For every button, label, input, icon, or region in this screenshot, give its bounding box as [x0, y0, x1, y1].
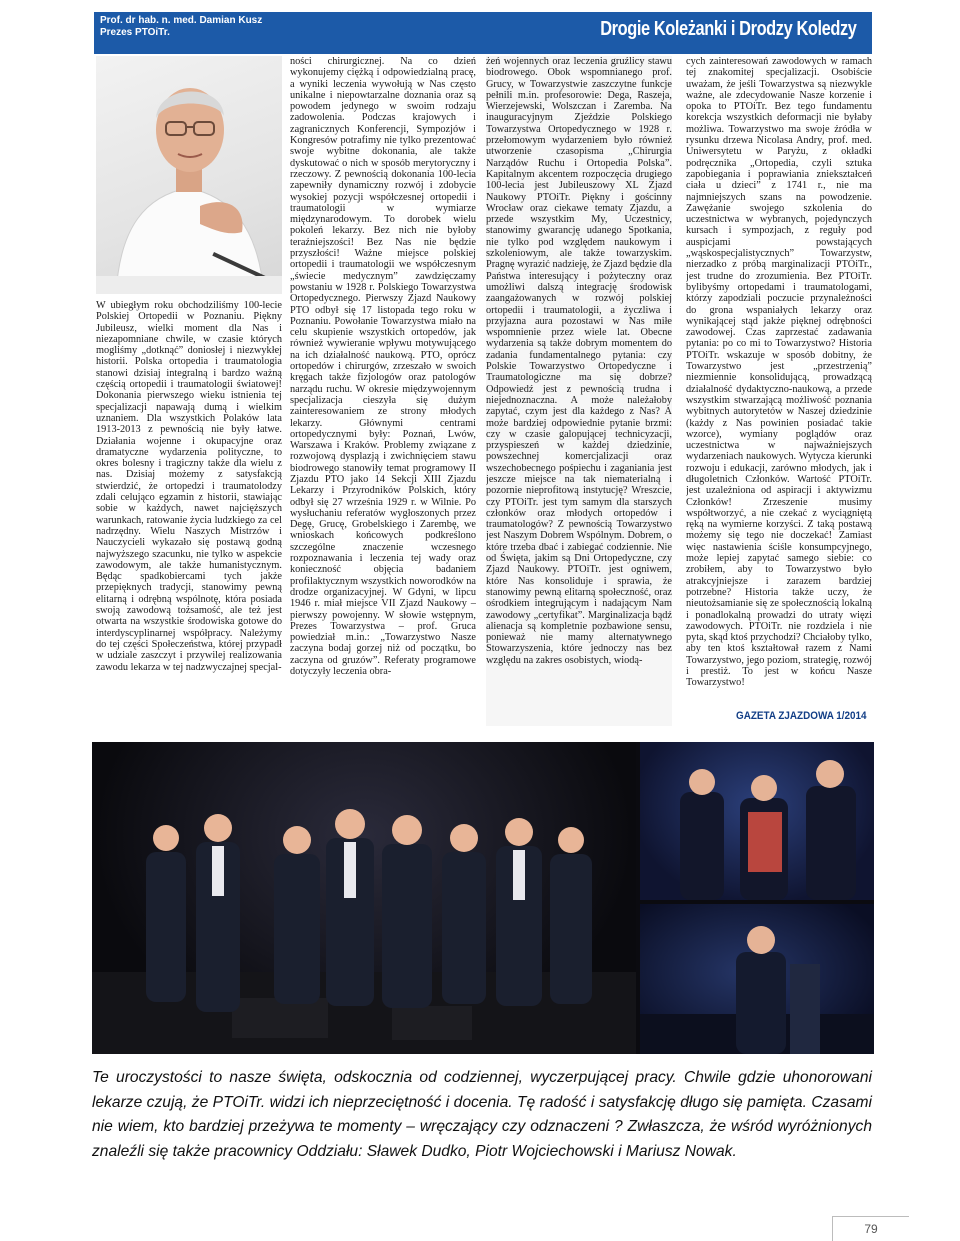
article-column-3: żeń wojennych oraz leczenia gruźlicy stawu biodrowego. Obok wspomnianego prof. Grucy, w Towarzystwie zaszczytne funkcje pełnili m.in. profesorowie: Dega, Raszeja, Wierzejewski, Wolszczan i Zaremba. Na inauguracyjnym Zjeździe Polskiego Towarzystwa Ortopedycznego w 1928 r. przełomowym wydarzeniem było również utworzenie czasopisma „Chirurgia Narządów Ruchu i Ortopedia Polska”. Kapitalnym akcentem rozpoczęcia drugiego 100-lecia jest Jubileuszowy XL Zjazd Naukowy PTOiTr. Piękny i gościnny Wrocław oraz ciekawe tematy Zjazdu, a przede wszystkim My, Uczestnicy, stanowimy gwarancję udanego Spotkania, nie tylko pod względem naukowym i szkoleniowym, ale także towarzyskim. Pragnę wyrazić nadzieję, że Zjazd będzie dla Państwa interesujący i pożyteczny oraz umożliwi dalszą integrację środowisk zaangażowanych w rozwój polskiej ortopedii i traumatologii, a życzliwa i przyjazna aura pozostawi w Nas miłe wspomnienie przez wiele lat. Obecne wydarzenia są także dobrym momentem do zadania fundamentalnego pytania: czy Polskie Towarzystwo Ortopedyczne i Traumatologiczne ma się dobrze? Odpowiedź jest z pewnością trudna i niejednoznaczna. A może należałoby zapytać, czym jest dla każdego z Nas? A może bardziej odpowiednie pytanie brzmi: czy w czasie galopującej technicyzacji, przyspieszeń w każdej dziedzinie, powszechnej komercjalizacji oraz wszechobecnego pośpiechu i zaganiania jest jeszcze miejsce na tak niematerialną i pozornie nieprofitową instytucję? Wreszcie, czy PTOiTr. jest tym samym dla starszych członków oraz młodych ortopedów i traumatologów? Z pewnością Towarzystwo jest Naszym Dobrem Wspólnym. Dobrem, o które trzeba dbać i zabiegać codziennie. Nie od Święta, jakim są Dni Ortopedyczne, czy Zjazd Naukowy. PTOiTr. jest ogniwem, które Nas konsoliduje i sprawia, że stanowimy pewną elitarną społeczność, oraz ośrodkiem integrującym i nadającym Nam zawodowy „certyfikat”. Marginalizacja bądź alienacja są kompletnie pozbawione sensu, ponieważ nie mamy alternatywnego Stowarzyszenia, które jednoczy nas bez względu na zakres osobistych, wiodą-	[486, 56, 672, 726]
award-handover-photo	[640, 742, 874, 900]
header-banner	[94, 12, 872, 54]
stage-award-photo	[92, 742, 636, 1054]
ceremony-photo-collage	[92, 742, 874, 1054]
author-name: Prof. dr hab. n. med. Damian Kusz	[100, 15, 263, 26]
article-column-1: W ubiegłym roku obchodziliśmy 100-lecie Polskiej Ortopedii w Poznaniu. Piękny Jubileusz, wielki moment dla Nas i niezapomniane chwile, w czasie których mogliśmy „dotknąć” doniosłej i niezwykłej historii. Polska ortopedia i traumatologia stanowi dzisiaj integralną i bardzo ważną częścią ortopedii i traumatologii światowej! Dokonania pierwszego wieku istnienia tej specjalizacji napawają dumą i wielkim uznaniem. Dla wszystkich Polaków lata 1913-2013 z pewnością nie były łatwe. Działania wojenne i okupacyjne oraz dramatyczne wydarzenia polityczne, to okres bolesny i tragiczny także dla wielu z nas. Dzisiaj możemy z satysfakcją stwierdzić, że ortopedzi i traumatolodzy zdali celująco egzamin z historii, stawiając sobie w każdych, nawet najcięższych warunkach, ratowanie życia ludzkiego za cel nadrzędny. Wielu Naszych Mistrzów i Nauczycieli wykazało się postawą godną najwyższego szacunku, nie tylko w aspekcie zawodowym, ale także humanistycznym. Będąc spadkobiercami tych jakże przepięknych tradycji, stanowimy pewną elitarną i odrębną wspólnotę, która posiada swoją zawodową tożsamość, ale też jest otwarta na wszystkie środowiska gotowe do interdyscyplinarnej współpracy. Należymy do tej części Społeczeństwa, której przypadł w udziale zaszczyt i przywilej realizowania zawodu lekarza w tej nadzwyczajnej specjal-	[96, 300, 282, 673]
page-number: 79	[832, 1216, 909, 1241]
author-portrait	[96, 56, 282, 294]
speaker-photo	[640, 904, 874, 1054]
page-title: Drogie Koleżanki i Drodzy Koledzy	[599, 18, 856, 40]
author-block	[100, 15, 262, 39]
author-role: Prezes PTOiTr.	[100, 27, 170, 38]
photo-caption: Te uroczystości to nasze święta, odskocznia od codziennej, wyczerpującej pracy. Chwile gdzie uhonorowani lekarze czują, że PTOiTr. widzi ich nieprzeciętność i docenia. Tę radość i satysfakcję długo się pamięta. Czasami nie wiem, kto bardziej przeżywa te momenty – wręczający czy odznaczeni ? Zwłaszcza, że wśród wyróżnionych znaleźli się także pracownicy Oddziału: Sławek Dudko, Piotr Wojciechowski i Mariusz Nowak.	[92, 1069, 872, 1160]
article-column-2: ności chirurgicznej. Na co dzień wykonujemy ciężką i odpowiedzialną pracę, a wyniki leczenia wywołują w Nas często unikalne i niepowtarzalne doznania oraz są powodem jedynego w swoim rodzaju zadowolenia. Podczas krajowych i zagranicznych Konferencji, Sympozjów i Kongresów potrafimy nie tylko prezentować swoje wybitne dokonania, ale także dyskutować o nich w sposób merytoryczny i rzeczowy. Z pewnością dokonania 100-lecia zapewniły dynamiczny rozwój i zdobycie wysokiej pozycji współczesnej ortopedii i traumatologii w wymiarze międzynarodowym. To dorobek wielu pokoleń lekarzy. Bez nich nie byłoby teraźniejszości! Bez Nas nie będzie przyszłości! Ważne miejsce polskiej ortopedii i traumatologii we współczesnym „świecie medycznym” zawdzięczamy powstaniu w 1928 r. Polskiego Towarzystwa Ortopedycznego. Pierwszy Zjazd Naukowy PTO odbył się 17 listopada tego roku w Poznaniu. Powołanie Towarzystwa miało na celu skupienie wszystkich ortopedów, jak również wywieranie wpływu motywującego na ich działalność naukową. PTO, oprócz ortopedów i chirurgów, zrzeszało w swoich kręgach także fizjologów oraz patologów narządu ruchu. W okresie międzywojennym specjalizacja cieszyła się dużym zainteresowaniem ze strony młodych lekarzy. Głównymi centrami ortopedycznymi były: Poznań, Lwów, Warszawa i Kraków. Problemy związane z rozwojową dysplazją i zwichnięciem stawu biodrowego stanowiły temat programowy II Zjazdu PTO jako 14 Sekcji XIII Zjazdu Lekarzy i Przyrodników Polskich, który odbył się 27 września 1929 r. w Wilnie. Po wysłuchaniu referatów wygłoszonych przez Degę, Grucę, Grobelskiego i Zarembę, we wnioskach końcowych podkreślono szczególne znaczenie wczesnego rozpoznawania i leczenia tej wady oraz konieczność objęcia badaniem profilaktycznym wszystkich noworodków na drodze organizacyjnej. W Gdyni, w lipcu 1946 r. miał miejsce VII Zjazd Naukowy – pierwszy powojenny. W słowie wstępnym, Prezes Towarzystwa – prof. Gruca powiedział m.in.: „Towarzystwo Nasze zaczyna bodaj gorzej niż od początku, bo zaczyna od gruzów”. Referaty programowe dotyczyły leczenia obra-	[290, 56, 476, 678]
source-label: GAZETA ZJAZDOWA 1/2014	[736, 710, 867, 722]
article-column-4: cych zainteresowań zawodowych w ramach tej znakomitej specjalizacji. Osobiście uważam, że jeśli Towarzystwa są niezwykle ważne, ale zdecydowanie Nasze korzenie i opoka to PTOiTr. Bez tego fundamentu korekcja wszystkich deformacji nie byłaby możliwa. Towarzystwo ma swoje źródła w rysunku drzewa Nicolasa Andry, prof. med. Uniwersytetu w Paryżu, z okładki podręcznika „Ortopedia, czyli sztuka zapobiegania i poprawiania zniekształceń ciała u dzieci” z 1741 r., nie ma najmniejszych szans na powodzenie. Zawężanie swojego szkolenia do uczestnictwa w wybranych, pojedynczych kursach i sympozjach, z reguły pod auspicjami powstających „wąskospecjalistycznych” Towarzystw, nierzadko z próbą marginalizacji PTOiTr., jest trudne do zrozumienia. Bez PTOiTr. bylibyśmy ortopedami i traumatologami, którzy zapodziali poczucie przynależności do grona wspaniałych lekarzy oraz wynikającej stąd jakże pięknej odrębności zawodowej. Czas zaprzestać zadawania pytania: po co mi to Towarzystwo? Historia PTOiTr. wskazuje w sposób dobitny, że Towarzystwo jest „przestrzenią” niezmiennie konsolidującą, prowadzącą działalność dydaktyczno-naukową, a przede wszystkim stwarzającą możliwość poznania wybitnych autorytetów w Naszej dziedzinie (każdy z Nas powinien posiadać takie wzorce), wymiany poglądów oraz uczestnictwa w najważniejszych wydarzeniach naukowych. Wytycza kierunki rozwoju i edukacji, zarówno młodych, jak i długoletnich Członków. Wartość PTOiTr. jest uzależniona od aspiracji i aktywizmu Członków! Zrzeszenie musimy współtworzyć, a nie czekać z wyciągniętą ręką na wymierne korzyści. Z taką postawą możemy się tego nie doczekać! Zamiast więc nastawienia ściśle konsumpcyjnego, może lepiej zapytać samego siebie: co zrobiłem, aby to Towarzystwo było atrakcyjniejsze i zarazem bardziej potrzebne? Historia także uczy, że nieutożsamianie się ze społecznością lokalną i ponadlokalną prowadzi do utraty więzi zawodowych. PTOiTr. nie rozdziela i nie pyta, skąd ktoś przychodzi? Chciałoby tylko, aby ten ktoś kształtował razem z Nami Towarzystwo, jego poziom, strategię, rozwój i prestiż. To jest w końcu Nasze Towarzystwo!	[686, 56, 872, 689]
